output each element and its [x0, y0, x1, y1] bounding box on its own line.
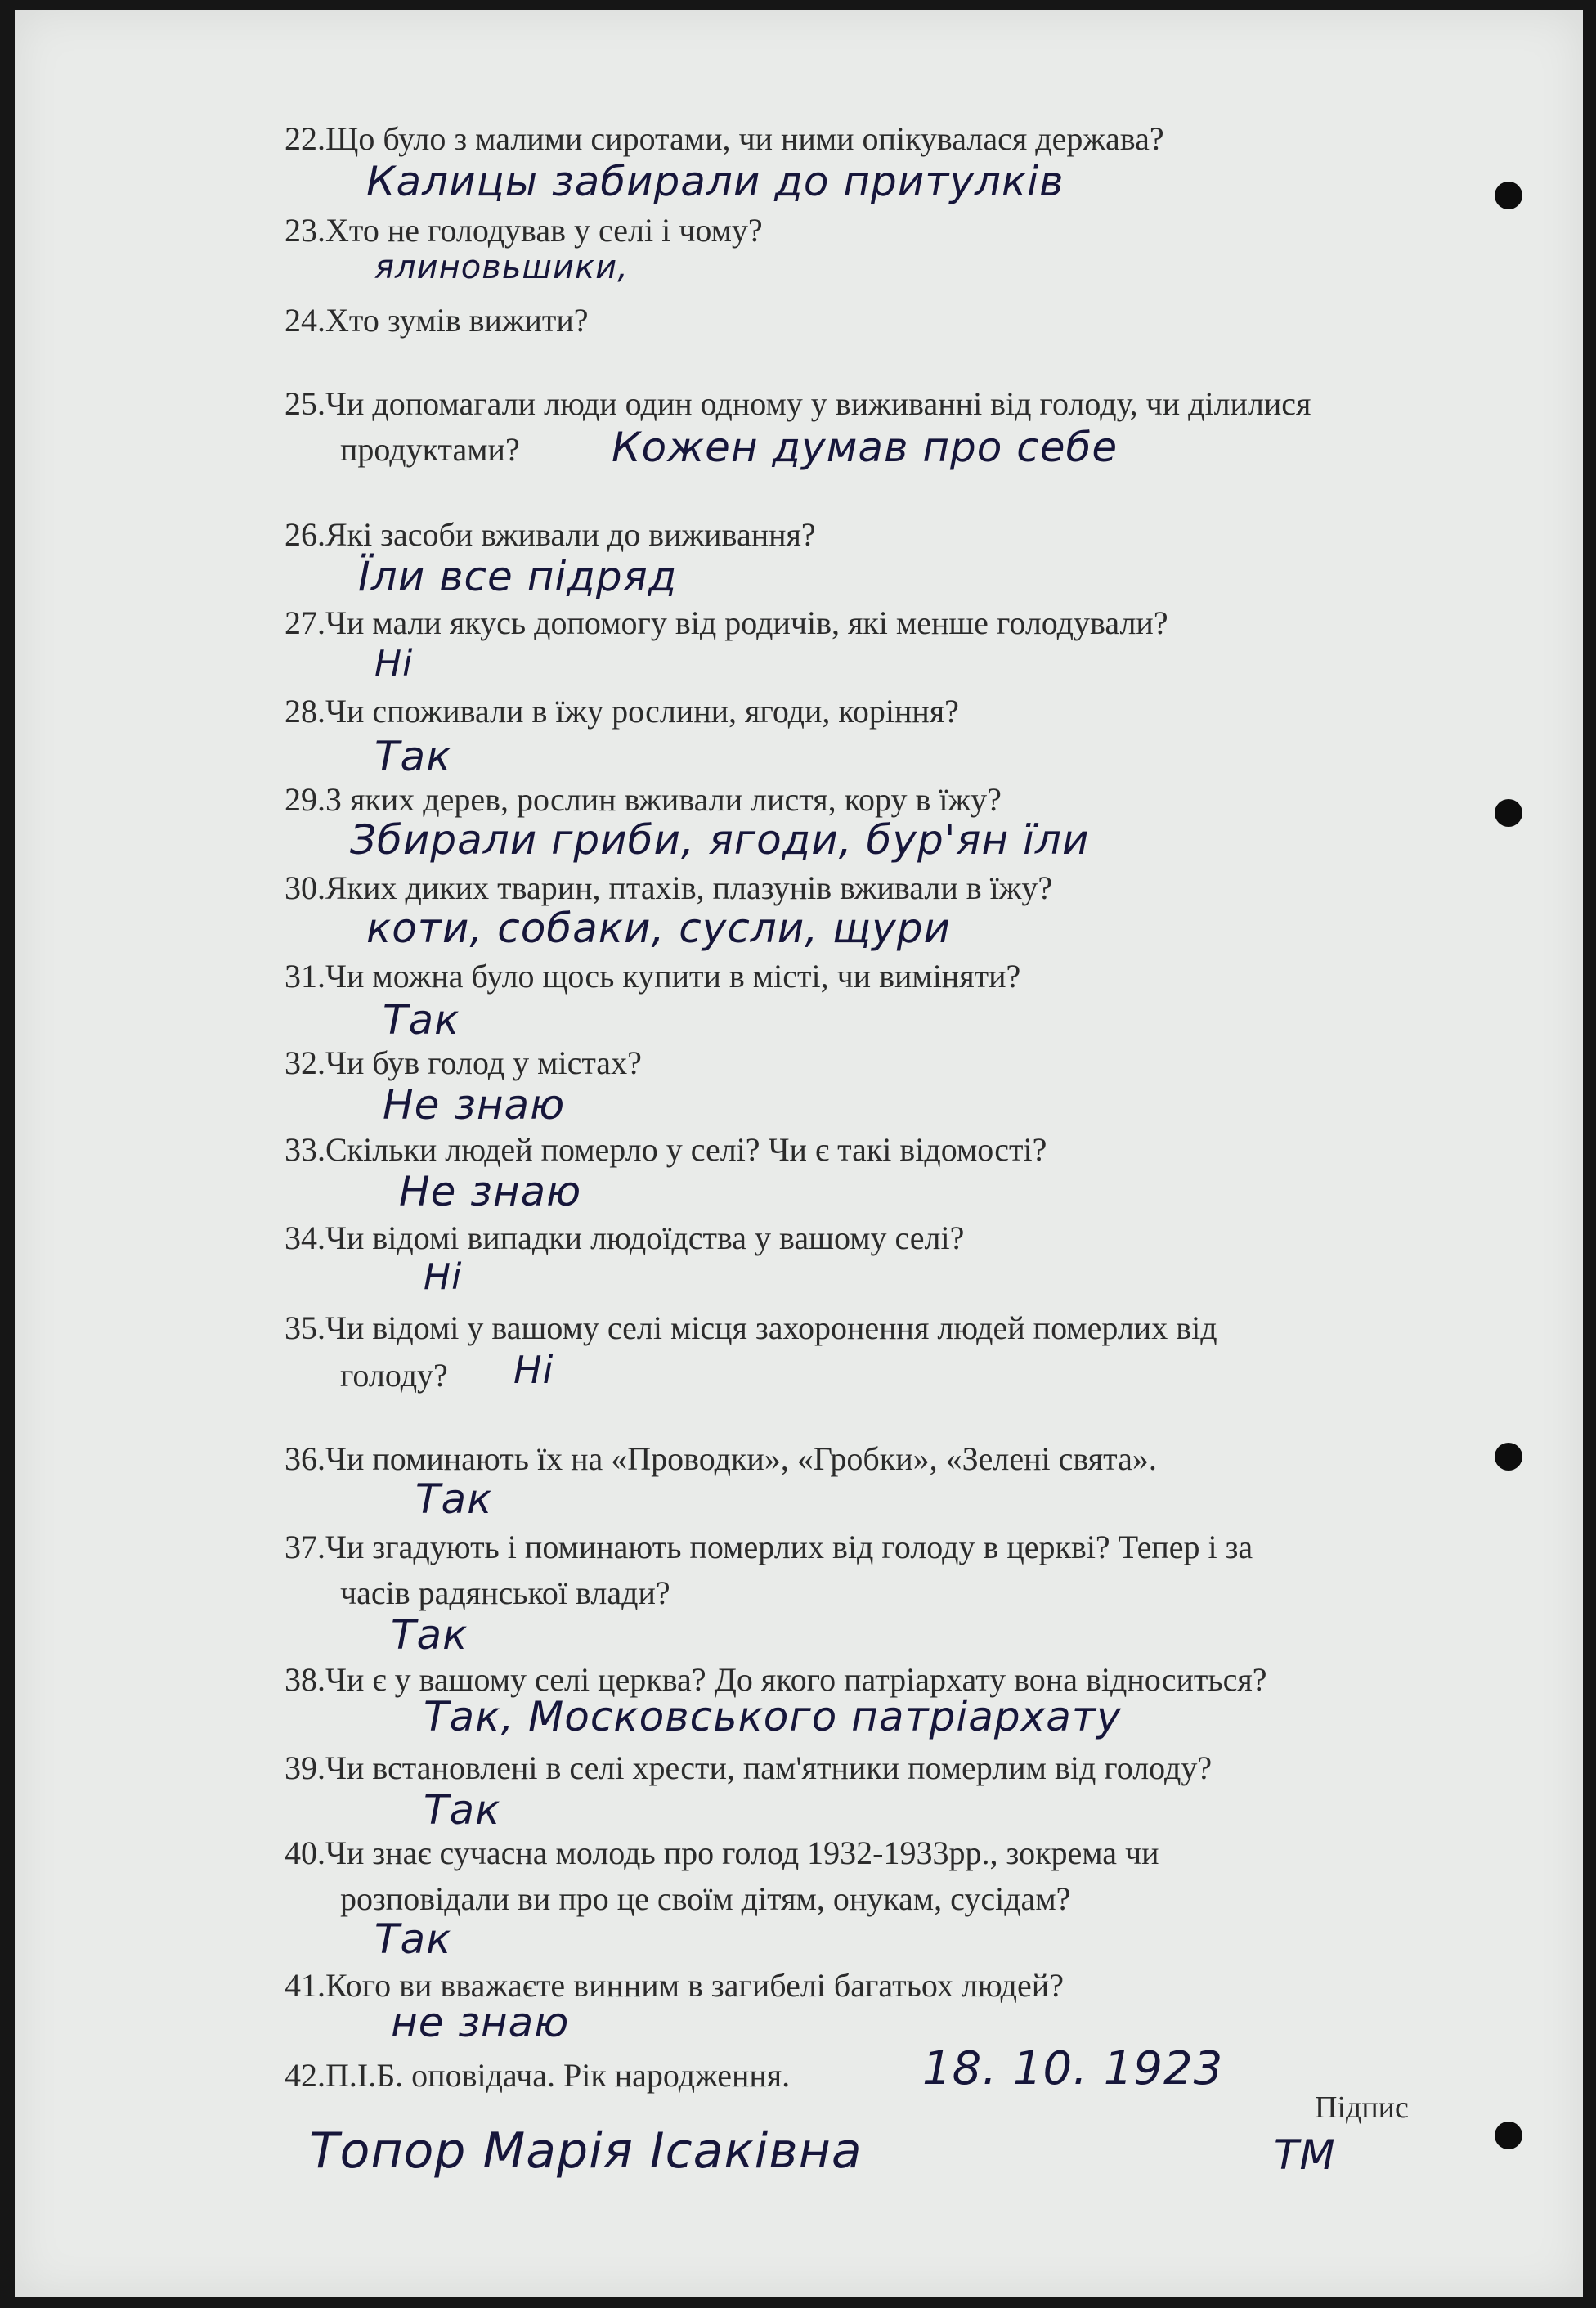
- question-text: Що було з малими сиротами, чи ними опікувалася держава?: [325, 120, 1164, 157]
- birth-date: 18. 10. 1923: [922, 2042, 1224, 2095]
- question-text: Чи згадують і поминають померлих від голоду в церкві? Тепер і за: [325, 1529, 1253, 1565]
- question-37-cont: [340, 1574, 670, 1611]
- answer-33: Не знаю: [399, 1168, 582, 1215]
- question-36: [285, 1440, 1157, 1477]
- question-33: [285, 1131, 1047, 1168]
- question-text: Чи споживали в їжу рослини, ягоди, коріння?: [325, 693, 959, 730]
- question-text: Чи є у вашому селі церква? До якого патріархату вона відноситься?: [325, 1661, 1267, 1698]
- question-text: Чи відомі випадки людоїдства у вашому селі?: [325, 1219, 965, 1256]
- question-text: продуктами?: [340, 431, 520, 468]
- question-31: [285, 960, 1020, 993]
- question-24: [285, 304, 589, 337]
- question-number: 36.: [285, 1440, 325, 1477]
- answer-41: не знаю: [391, 1999, 570, 2046]
- question-number: 34.: [285, 1219, 325, 1256]
- question-number: 28.: [285, 693, 325, 730]
- answer-37: Так: [391, 1611, 468, 1659]
- question-text: П.І.Б. оповідача. Рік народження.: [325, 2057, 791, 2094]
- question-29: [285, 781, 1002, 818]
- question-25-cont: [340, 433, 520, 466]
- question-number: 42.: [285, 2057, 325, 2094]
- question-number: 41.: [285, 1967, 325, 2004]
- question-text: розповідали ви про це своїм дітям, онукам, сусідам?: [340, 1880, 1071, 1917]
- question-number: 24.: [285, 302, 325, 339]
- punch-hole: [1495, 2122, 1522, 2149]
- question-32: [285, 1044, 642, 1081]
- question-number: 27.: [285, 604, 325, 641]
- question-number: 33.: [285, 1131, 325, 1168]
- question-text: часів радянської влади?: [340, 1574, 670, 1611]
- question-text: Які засоби вживали до виживання?: [325, 516, 816, 553]
- answer-25: Кожен думав про себе: [612, 424, 1119, 471]
- question-39: [285, 1749, 1213, 1786]
- question-text: Чи встановлені в селі хрести, пам'ятники померлим від голоду?: [325, 1749, 1213, 1786]
- answer-39: Так: [424, 1786, 501, 1834]
- signature-label: Підпис: [1315, 2090, 1409, 2125]
- answer-34: Ні: [424, 1256, 463, 1298]
- question-number: 31.: [285, 958, 325, 995]
- question-text: Хто не голодував у селі і чому?: [325, 212, 763, 249]
- question-number: 26.: [285, 516, 325, 553]
- question-35-cont: [340, 1359, 448, 1392]
- question-number: 39.: [285, 1749, 325, 1786]
- question-text: Чи був голод у містах?: [325, 1044, 642, 1081]
- punch-hole: [1495, 1443, 1522, 1471]
- answer-35: Ні: [513, 1348, 554, 1392]
- question-text: Скільки людей померло у селі? Чи є такі відомості?: [325, 1131, 1047, 1168]
- question-25: [285, 385, 1311, 422]
- question-37: [285, 1531, 1253, 1564]
- question-text: Чи допомагали люди один одному у виживанні від голоду, чи ділилися: [325, 385, 1311, 422]
- question-number: 40.: [285, 1834, 325, 1871]
- question-text: Чи відомі у вашому селі місця захоронення людей померлих від: [325, 1309, 1217, 1346]
- question-text: голоду?: [340, 1357, 448, 1394]
- question-number: 38.: [285, 1661, 325, 1698]
- question-text: Кого ви вважаєте винним в загибелі багатьох людей?: [325, 1967, 1064, 2004]
- narrator-name: Топор Марія Ісаківна: [309, 2122, 863, 2180]
- signature: ТМ: [1274, 2131, 1336, 2179]
- question-number: 22.: [285, 120, 325, 157]
- question-text: З яких дерев, рослин вживали листя, кору в їжу?: [325, 781, 1002, 818]
- answer-29: Збирали гриби, ягоди, бур'ян їли: [350, 816, 1090, 864]
- question-38: [285, 1661, 1267, 1698]
- answer-31: Так: [383, 996, 460, 1044]
- answer-40: Так: [374, 1915, 452, 1963]
- answer-26: Їли все підряд: [358, 553, 678, 600]
- question-26: [285, 516, 816, 553]
- punch-hole: [1495, 799, 1522, 827]
- question-number: 32.: [285, 1044, 325, 1081]
- question-35: [285, 1309, 1217, 1346]
- question-number: 23.: [285, 212, 325, 249]
- question-number: 37.: [285, 1529, 325, 1565]
- answer-36: Так: [415, 1475, 493, 1523]
- answer-28: Так: [374, 733, 452, 780]
- question-text: Чи знає сучасна молодь про голод 1932-1933рр., зокрема чи: [325, 1834, 1159, 1871]
- answer-22: Калицы забирали до притулків: [366, 158, 1065, 205]
- question-42: [285, 2059, 790, 2092]
- question-text: Чи можна було щось купити в місті, чи виміняти?: [325, 958, 1021, 995]
- question-40-cont: [340, 1880, 1071, 1917]
- answer-30: коти, собаки, сусли, щури: [366, 905, 951, 952]
- question-text: Чи поминають їх на «Проводки», «Гробки», «Зелені свята».: [325, 1440, 1157, 1477]
- question-34: [285, 1219, 965, 1256]
- question-text: Чи мали якусь допомогу від родичів, які менше голодували?: [325, 604, 1168, 641]
- question-number: 30.: [285, 869, 325, 906]
- question-27: [285, 604, 1168, 641]
- question-23: [285, 214, 763, 247]
- question-22: [285, 120, 1164, 157]
- punch-hole: [1495, 182, 1522, 209]
- question-text: Яких диких тварин, птахів, плазунів вживали в їжу?: [325, 869, 1053, 906]
- question-number: 35.: [285, 1309, 325, 1346]
- question-28: [285, 695, 959, 728]
- answer-32: Не знаю: [383, 1081, 566, 1129]
- question-text: Хто зумів вижити?: [325, 302, 589, 339]
- answer-27: Ні: [374, 643, 414, 685]
- answer-38: Так, Московського патріархату: [424, 1693, 1122, 1740]
- question-number: 25.: [285, 385, 325, 422]
- questionnaire-page: [15, 10, 1583, 2297]
- answer-23: ялиновьшики,: [374, 249, 629, 286]
- question-number: 29.: [285, 781, 325, 818]
- question-40: [285, 1834, 1159, 1871]
- question-41: [285, 1969, 1064, 2002]
- question-30: [285, 869, 1053, 906]
